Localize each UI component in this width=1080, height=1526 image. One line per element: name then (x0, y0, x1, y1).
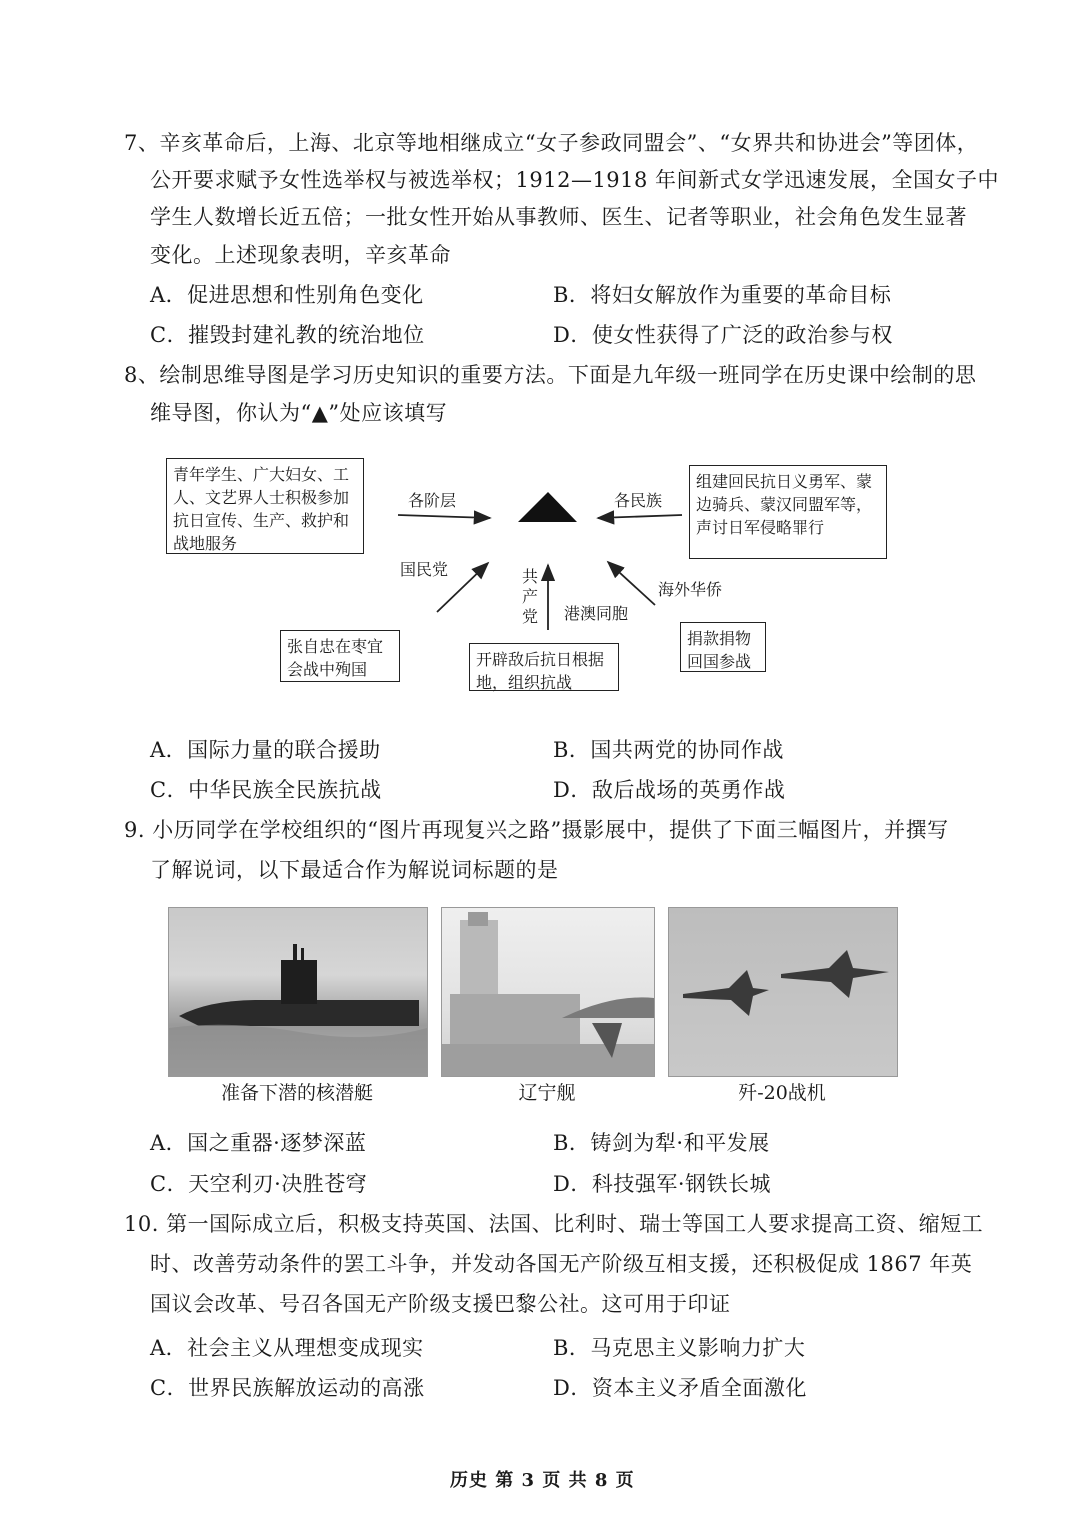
label-all-classes: 各阶层 (408, 491, 457, 510)
box-cpc: 开辟敌后抗日根据地，组织抗战 (469, 643, 619, 691)
q10-line-2: 时、改善劳动条件的罢工斗争，并发动各国无产阶级互相支援，还积极促成 1867 年英 (150, 1252, 973, 1276)
q7-option-b: B．将妇女解放作为重要的革命目标 (553, 283, 892, 307)
q9-line-1: 9. 小历同学在学校组织的“图片再现复兴之路”摄影展中，提供了下面三幅图片，并撰写 (124, 818, 949, 842)
q9-option-d: D．科技强军·钢铁长城 (553, 1172, 772, 1196)
q7-line-2: 公开要求赋予女性选举权与被选举权；1912—1918 年间新式女学迅速发展，全国女子中 (150, 168, 1000, 192)
q7-line-3: 学生人数增长近五倍；一批女性开始从事教师、医生、记者等职业，社会角色发生显著 (150, 205, 967, 229)
label-kmt: 国民党 (400, 560, 449, 579)
box-all-ethnicities: 组建回民抗日义勇军、蒙边骑兵、蒙汉同盟军等，声讨日军侵略罪行 (689, 465, 887, 559)
q9-line-2: 了解说词，以下最适合作为解说词标题的是 (150, 858, 559, 882)
q7-line-1: 7、辛亥革命后，上海、北京等地相继成立“女子参政同盟会”、“女界共和协进会”等团体， (124, 131, 979, 155)
q8-option-a: A．国际力量的联合援助 (150, 738, 381, 762)
box-kmt: 张自忠在枣宜会战中殉国 (280, 630, 400, 682)
q9-option-a: A．国之重器·逐梦深蓝 (150, 1131, 367, 1155)
q8-option-d: D．敌后战场的英勇作战 (553, 778, 786, 802)
aircraft-carrier-icon (442, 908, 654, 1076)
q10-option-d: D．资本主义矛盾全面激化 (553, 1376, 807, 1400)
q9-option-b: B．铸剑为犁·和平发展 (553, 1131, 770, 1155)
q10-line-1: 10. 第一国际成立后，积极支持英国、法国、比利时、瑞士等国工人要求提高工资、缩短工 (124, 1212, 984, 1236)
caption-j20: 歼-20战机 (738, 1082, 826, 1104)
q7-option-d: D．使女性获得了广泛的政治参与权 (553, 323, 893, 347)
arrow-all-classes (398, 515, 490, 518)
submarine-photo (168, 907, 428, 1077)
q7-option-a: A．促进思想和性别角色变化 (150, 283, 424, 307)
q8-line-2: 维导图，你认为“▲”处应该填写 (150, 401, 448, 425)
q7-line-4: 变化。上述现象表明，辛亥革命 (150, 243, 451, 267)
arrow-overseas (608, 562, 655, 605)
q9-option-c: C．天空利刃·决胜苍穹 (150, 1172, 368, 1196)
caption-submarine: 准备下潜的核潜艇 (220, 1082, 373, 1104)
label-hk-macau-compatriots: 港澳同胞 (564, 604, 629, 623)
q10-line-3: 国议会改革、号召各国无产阶级支援巴黎公社。这可用于印证 (150, 1292, 731, 1316)
label-overseas-chinese: 海外华侨 (658, 580, 723, 599)
q10-option-b: B．马克思主义影响力扩大 (553, 1336, 806, 1360)
triangle-icon (518, 492, 577, 522)
label-cpc: 共产党 (522, 567, 539, 626)
q10-option-c: C．世界民族解放运动的高涨 (150, 1376, 425, 1400)
fighter-jet-icon (669, 908, 897, 1076)
label-all-ethnicities: 各民族 (614, 491, 663, 510)
liaoning-carrier-photo (441, 907, 655, 1077)
j20-fighter-photo (668, 907, 898, 1077)
box-overseas-chinese: 捐款捐物回国参战 (680, 622, 766, 672)
q7-option-c: C．摧毁封建礼教的统治地位 (150, 323, 425, 347)
arrow-kmt (437, 563, 488, 612)
q8-option-b: B．国共两党的协同作战 (553, 738, 784, 762)
q8-option-c: C．中华民族全民族抗战 (150, 778, 382, 802)
caption-liaoning: 辽宁舰 (518, 1082, 576, 1104)
q10-option-a: A．社会主义从理想变成现实 (150, 1336, 424, 1360)
mind-map-arrows (0, 0, 1080, 720)
arrow-all-ethnicities (598, 515, 682, 518)
q8-line-1: 8、绘制思维导图是学习历史知识的重要方法。下面是九年级一班同学在历史课中绘制的思 (124, 363, 977, 387)
box-all-classes: 青年学生、广大妇女、工人、文艺界人士积极参加抗日宣传、生产、救护和战地服务 (166, 458, 364, 554)
page-footer: 历史 第 3 页 共 8 页 (450, 1470, 635, 1491)
submarine-icon (169, 908, 427, 1076)
